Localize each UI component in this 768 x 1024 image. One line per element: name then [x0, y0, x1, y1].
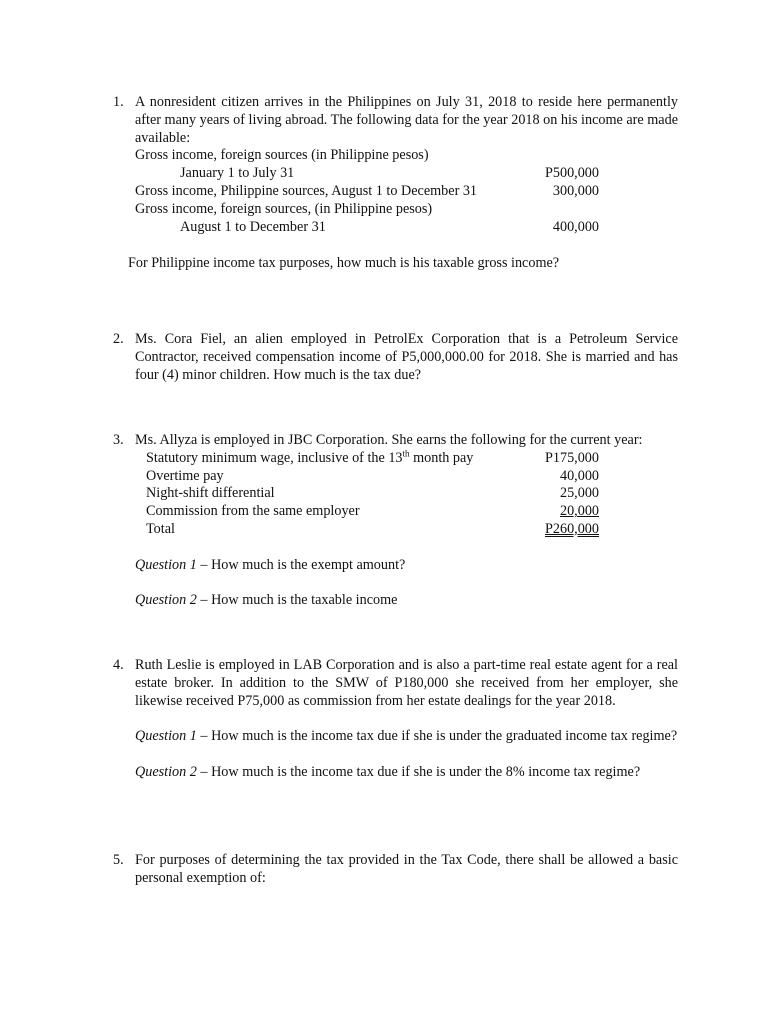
row-label: Gross income, foreign sources (in Philippine pesos): [135, 147, 429, 164]
row-amount: 400,000: [552, 218, 599, 235]
earnings-row: [135, 503, 678, 521]
question-3: [113, 432, 678, 610]
row-label: Gross income, Philippine sources, August 1 to December 31: [135, 182, 478, 199]
row-amount: P260,000: [545, 520, 599, 537]
earnings-row: [135, 450, 678, 468]
earnings-total-row: [135, 521, 678, 539]
earnings-row: [135, 468, 678, 486]
row-amount: P175,000: [545, 449, 599, 466]
row-amount: 25,000: [559, 485, 599, 502]
row-label: August 1 to December 31: [180, 218, 326, 235]
row-label: Commission from the same employer: [146, 503, 360, 520]
sub-question-2: Question 2 – How much is the taxable income: [135, 592, 398, 609]
income-row: [135, 165, 678, 183]
question-1-prompt: For Philippine income tax purposes, how much is his taxable gross income?: [128, 255, 560, 271]
row-amount: 40,000: [559, 467, 599, 484]
question-number: 4.: [113, 657, 124, 673]
question-2: [113, 331, 678, 384]
income-row: [135, 147, 678, 165]
income-row: [135, 183, 678, 201]
row-amount: 300,000: [552, 182, 599, 199]
question-number: 2.: [113, 331, 124, 347]
question-number: 5.: [113, 852, 124, 868]
question-text: Ms. Cora Fiel, an alien employed in PetrolEx Corporation that is a Petroleum Service Contractor, received compensation income of P5,000,000.00 for 2018. She is married and has four (4) minor children. How much is the tax due?: [135, 331, 678, 383]
row-label: Night-shift differential: [146, 485, 275, 502]
question-number: 3.: [113, 432, 124, 448]
row-label: Total: [146, 520, 175, 537]
question-1: [113, 94, 678, 236]
question-intro: Ms. Allyza is employed in JBC Corporation. She earns the following for the current year:: [135, 432, 643, 448]
row-amount: 20,000: [559, 503, 599, 520]
row-label: Statutory minimum wage, inclusive of the 13th month pay: [146, 448, 474, 466]
sub-question-1: Question 1 – How much is the exempt amount?: [135, 556, 406, 573]
income-row: [135, 201, 678, 219]
question-intro: A nonresident citizen arrives in the Philippines on July 31, 2018 to reside here permanently after many years of living abroad. The following data for the year 2018 on his income are made available:: [135, 94, 678, 146]
row-label: Gross income, foreign sources, (in Philippine pesos): [135, 200, 433, 217]
question-number: 1.: [113, 94, 124, 110]
row-label: Overtime pay: [146, 467, 224, 484]
earnings-row: [135, 485, 678, 503]
sub-question-2: Question 2 – How much is the income tax due if she is under the 8% income tax regime?: [135, 763, 641, 780]
row-label: January 1 to July 31: [180, 165, 295, 182]
question-5: [113, 852, 678, 888]
question-text: For purposes of determining the tax provided in the Tax Code, there shall be allowed a basic personal exemption of:: [135, 852, 678, 886]
sub-question-1: Question 1 – How much is the income tax due if she is under the graduated income tax regime?: [135, 728, 678, 745]
income-row: [135, 219, 678, 237]
row-amount: P500,000: [545, 165, 599, 182]
question-4: [113, 657, 678, 782]
question-text: Ruth Leslie is employed in LAB Corporation and is also a part-time real estate agent for a real estate broker. In addition to the SMW of P180,000 she received from her employer, she likewise received P75,000 as commission from her estate dealings for the year 2018.: [135, 657, 678, 709]
